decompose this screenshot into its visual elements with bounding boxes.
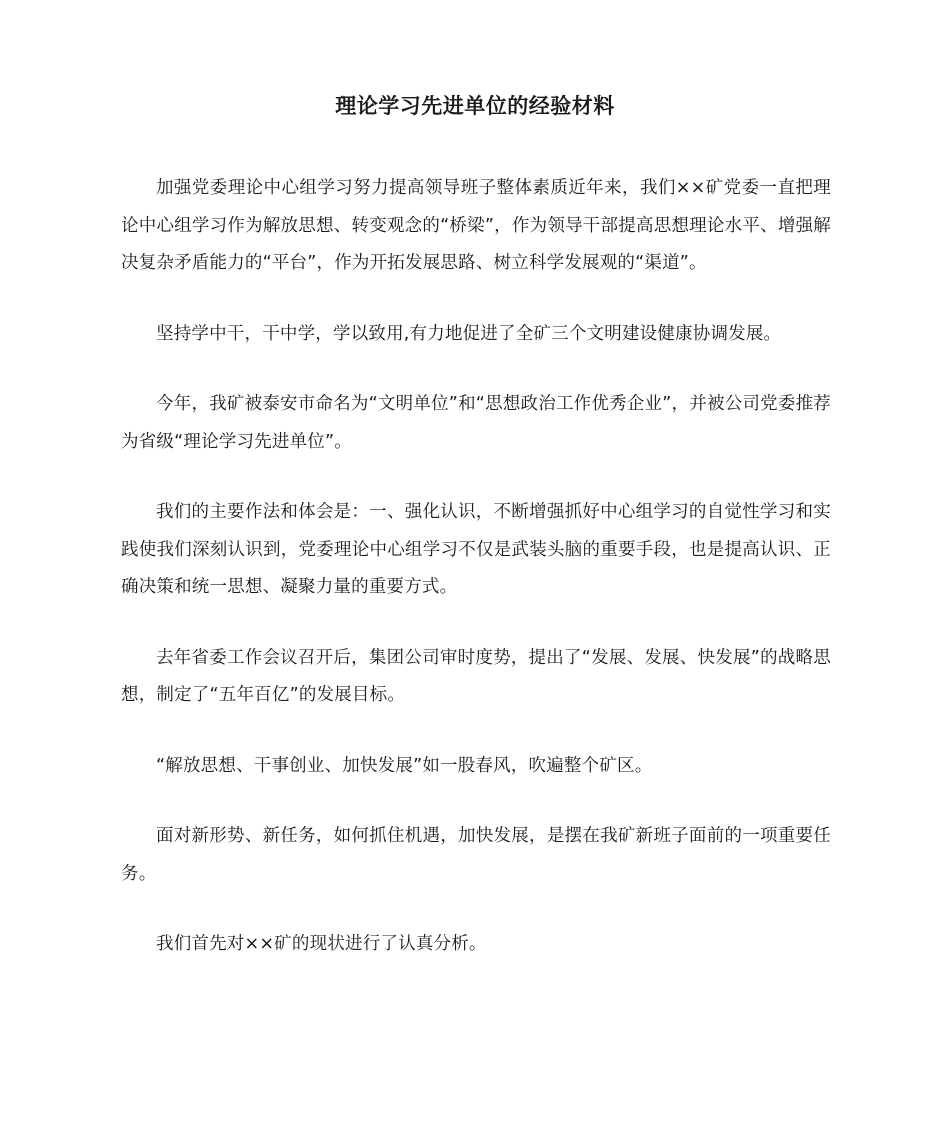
document-title: 理论学习先进单位的经验材料 — [335, 94, 615, 118]
paragraph-6: “解放思想、干事创业、加快发展”如一股春风，吹遍整个矿区。 — [156, 755, 653, 776]
paragraph-1: 加强党委理论中心组学习努力提高领导班子整体素质近年来，我们××矿党委一直把理论中心组学习作为解放思想、转变观念的“桥梁”，作为领导干部提高思想理论水平、增强解决复杂矛盾能力的“平台”，作为开拓发展思路、树立科学发展观的“渠道”。 — [121, 178, 831, 273]
document-body — [121, 170, 831, 997]
paragraph-5: 去年省委工作会议召开后，集团公司审时度势，提出了“发展、发展、快发展”的战略思想，制定了“五年百亿”的发展目标。 — [121, 647, 831, 705]
paragraph-4: 我们的主要作法和体会是：一、强化认识，不断增强抓好中心组学习的自觉性学习和实践使我们深刻认识到，党委理论中心组学习不仅是武装头脑的重要手段，也是提高认识、正确决策和统一思想、凝聚力量的重要方式。 — [121, 502, 831, 597]
paragraph-7: 面对新形势、新任务，如何抓住机遇，加快发展，是摆在我矿新班子面前的一项重要任务。 — [121, 826, 831, 884]
paragraph-8: 我们首先对××矿的现状进行了认真分析。 — [156, 934, 487, 954]
paragraph-3: 今年，我矿被泰安市命名为“文明单位”和“思想政治工作优秀企业”，并被公司党委推荐为省级“理论学习先进单位”。 — [121, 394, 831, 452]
paragraph-2: 坚持学中干，干中学，学以致用,有力地促进了全矿三个文明建设健康协调发展。 — [156, 323, 782, 344]
